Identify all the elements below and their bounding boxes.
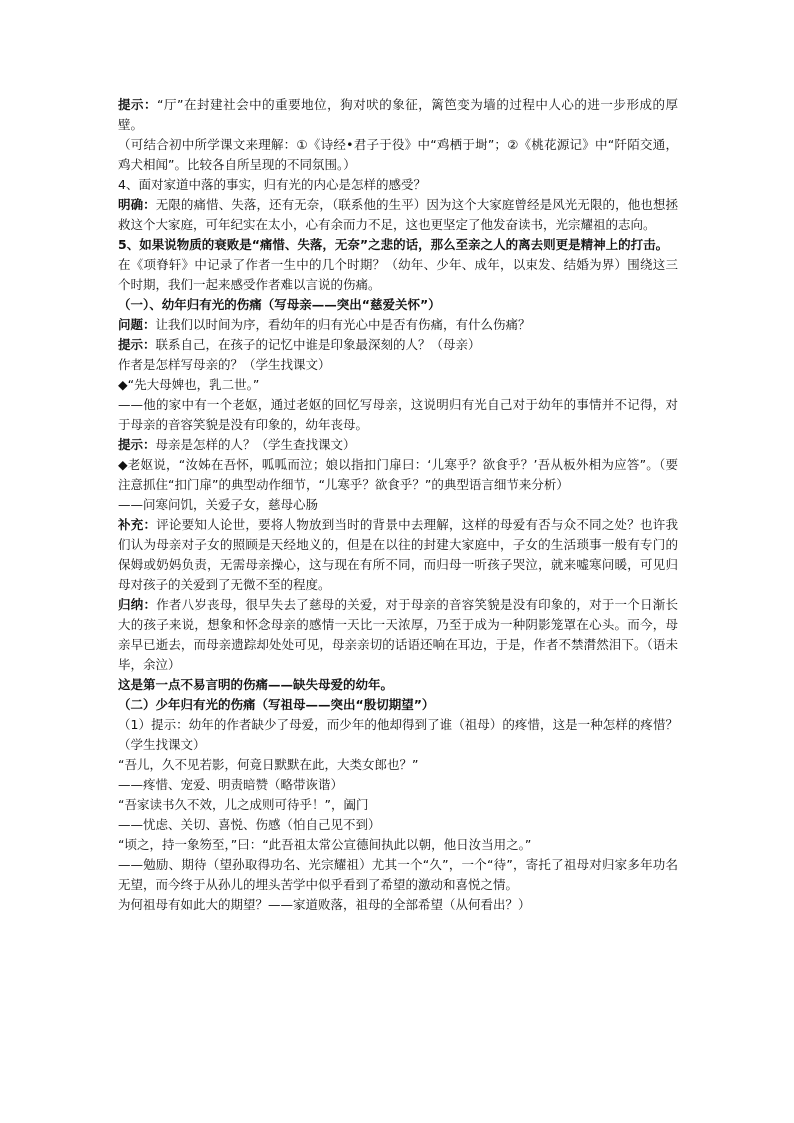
paragraph-22 — [118, 775, 678, 795]
paragraph-text: 母亲是怎样的人？（学生查找课文） — [155, 437, 356, 452]
paragraph-20 — [118, 715, 678, 755]
paragraph-6 — [118, 255, 678, 295]
section-heading-youth — [118, 695, 678, 715]
paragraph-text: ——他的家中有一个老妪，通过老妪的回忆写母亲，这说明归有光自己对于幼年的事情并不记得，对于母亲的音容笑貌是没有印象的，幼年丧母。 — [118, 397, 678, 432]
paragraph-text: 4、面对家道中落的事实，归有光的内心是怎样的感受？ — [118, 177, 426, 192]
paragraph-text: 评论要知人论世，要将人物放到当时的背景中去理解，这样的母爱有否与众不同之处？也许我们认为母亲对子女的照顾是天经地义的，但是在以往的封建大家庭中，子女的生活琐事一般有专门的保姆或奶妈负责，无需母亲操心，这与现在有所不同，而归母一听孩子哭泣，就来嘘寒问暖，可见归母对孩子的关爱到了无微不至的程度。 — [118, 517, 678, 592]
paragraph-text: 作者是怎样写母亲的？（学生找课文） — [118, 357, 331, 372]
paragraph-text: （可结合初中所学课文来理解：①《诗经•君子于役》中“鸡栖于埘”；②《桃花源记》中“阡陌交通，鸡犬相闻”。比较各自所呈现的不同氛围。） — [118, 137, 678, 172]
paragraph-quote-3 — [118, 755, 678, 775]
paragraph-text: “顷之，持一象笏至，”曰：“此吾祖太常公宣德间执此以朝，他日汝当用之。” — [118, 837, 532, 852]
paragraph-text: 联系自己，在孩子的记忆中谁是印象最深刻的人？（母亲） — [155, 337, 481, 352]
paragraph-hint-1 — [118, 335, 678, 355]
paragraph-1 — [118, 95, 678, 135]
paragraph-27 — [118, 895, 678, 915]
paragraph-26 — [118, 855, 678, 895]
paragraph-quote-4 — [118, 795, 678, 815]
paragraph-text: （一）、幼年归有光的伤痛（写母亲——突出“慈爱关怀”） — [118, 297, 441, 312]
paragraph-text: 5、如果说物质的衰败是“痛惜、失落，无奈”之悲的话，那么至亲之人的离去则更是精神上的打击。 — [118, 237, 669, 252]
paragraph-question — [118, 315, 678, 335]
paragraph-label: 补充： — [118, 517, 157, 532]
paragraph-quote-1 — [118, 375, 678, 395]
document-page — [118, 95, 678, 915]
paragraph-text: （二）少年归有光的伤痛（写祖母——突出“殷切期望”） — [118, 697, 435, 712]
paragraph-label: 提示： — [118, 337, 156, 352]
paragraph-3 — [118, 175, 678, 195]
paragraph-text: “吾家读书久不效，儿之成则可待乎！”，阖门 — [118, 797, 369, 812]
paragraph-4 — [118, 195, 678, 235]
paragraph-supplement — [118, 515, 678, 595]
paragraph-15 — [118, 495, 678, 515]
paragraph-12 — [118, 395, 678, 435]
paragraph-text: ——疼惜、宠爱、明责暗赞（略带诙谐） — [118, 777, 344, 792]
paragraph-text: 在《项脊轩》中记录了作者一生中的几个时期？（幼年、少年、成年，以束发、结婚为界）围绕这三个时期，我们一起来感受作者难以言说的伤痛。 — [118, 257, 678, 292]
paragraph-label: 归纳： — [118, 597, 157, 612]
paragraph-text: ——忧虑、关切、喜悦、伤感（怕自己见不到） — [118, 817, 381, 832]
section-heading-childhood — [118, 295, 678, 315]
paragraph-text: 这是第一点不易言明的伤痛——缺失母爱的幼年。 — [118, 677, 394, 692]
paragraph-text: “吾儿，久不见若影，何竟日默默在此，大类女郎也？” — [118, 757, 419, 772]
paragraph-text: ◆老妪说，“汝姊在吾怀，呱呱而泣；娘以指扣门扉曰：‘儿寒乎？欲食乎？’吾从板外相为应答”。（要注意抓住“扣门扉”的典型动作细节，“儿寒乎？欲食乎？”的典型语言细节来分析） — [118, 457, 678, 492]
paragraph-5-heading — [118, 235, 678, 255]
paragraph-text: ——问寒问饥，关爱子女，慈母心肠 — [118, 497, 319, 512]
paragraph-text: 为何祖母有如此大的期望？——家道败落，祖母的全部希望（从何看出？） — [118, 897, 531, 912]
paragraph-quote-2 — [118, 455, 678, 495]
paragraph-text: （1）提示：幼年的作者缺少了母爱，而少年的他却得到了谁（祖母）的疼惜，这是一种怎样的疼惜？（学生找课文） — [118, 717, 678, 752]
paragraph-summary — [118, 595, 678, 675]
paragraph-text: 让我们以时间为序，看幼年的归有光心中是否有伤痛，有什么伤痛？ — [155, 317, 531, 332]
paragraph-text: 无限的痛惜、失落，还有无奈，（联系他的生平）因为这个大家庭曾经是风光无限的，他也想拯救这个大家庭，可年纪实在太小，心有余而力不足，这也更坚定了他发奋读书，光宗耀祖的志向。 — [118, 197, 678, 232]
paragraph-text: ——勉励、期待（望孙取得功名、光宗耀祖）尤其一个“久”，一个“待”，寄托了祖母对归家多年功名无望，而今终于从孙儿的埋头苦学中似乎看到了希望的激动和喜悦之情。 — [118, 857, 678, 892]
paragraph-label: 问题： — [118, 317, 156, 332]
paragraph-text: ◆“先大母婢也，乳二世。” — [118, 377, 260, 392]
paragraph-2 — [118, 135, 678, 175]
paragraph-24 — [118, 815, 678, 835]
paragraph-quote-5 — [118, 835, 678, 855]
paragraph-hint-2 — [118, 435, 678, 455]
paragraph-label: 提示： — [118, 97, 158, 112]
paragraph-text: “厅”在封建社会中的重要地位，狗对吠的象征，篱笆变为墙的过程中人心的进一步形成的厚壁。 — [118, 97, 678, 132]
paragraph-conclusion-1 — [118, 675, 678, 695]
paragraph-10 — [118, 355, 678, 375]
paragraph-label: 明确： — [118, 197, 156, 212]
paragraph-text: 作者八岁丧母，很早失去了慈母的关爱，对于母亲的音容笑貌是没有印象的，对于一个日渐长大的孩子来说，想象和怀念母亲的感情一天比一天浓厚，乃至于成为一种阴影笼罩在心头。而今，母亲早已逝去，而母亲遗踪却处处可见，母亲亲切的话语还响在耳边，于是，作者不禁潸然泪下。（语未毕，余泣） — [118, 597, 678, 672]
paragraph-label: 提示： — [118, 437, 156, 452]
